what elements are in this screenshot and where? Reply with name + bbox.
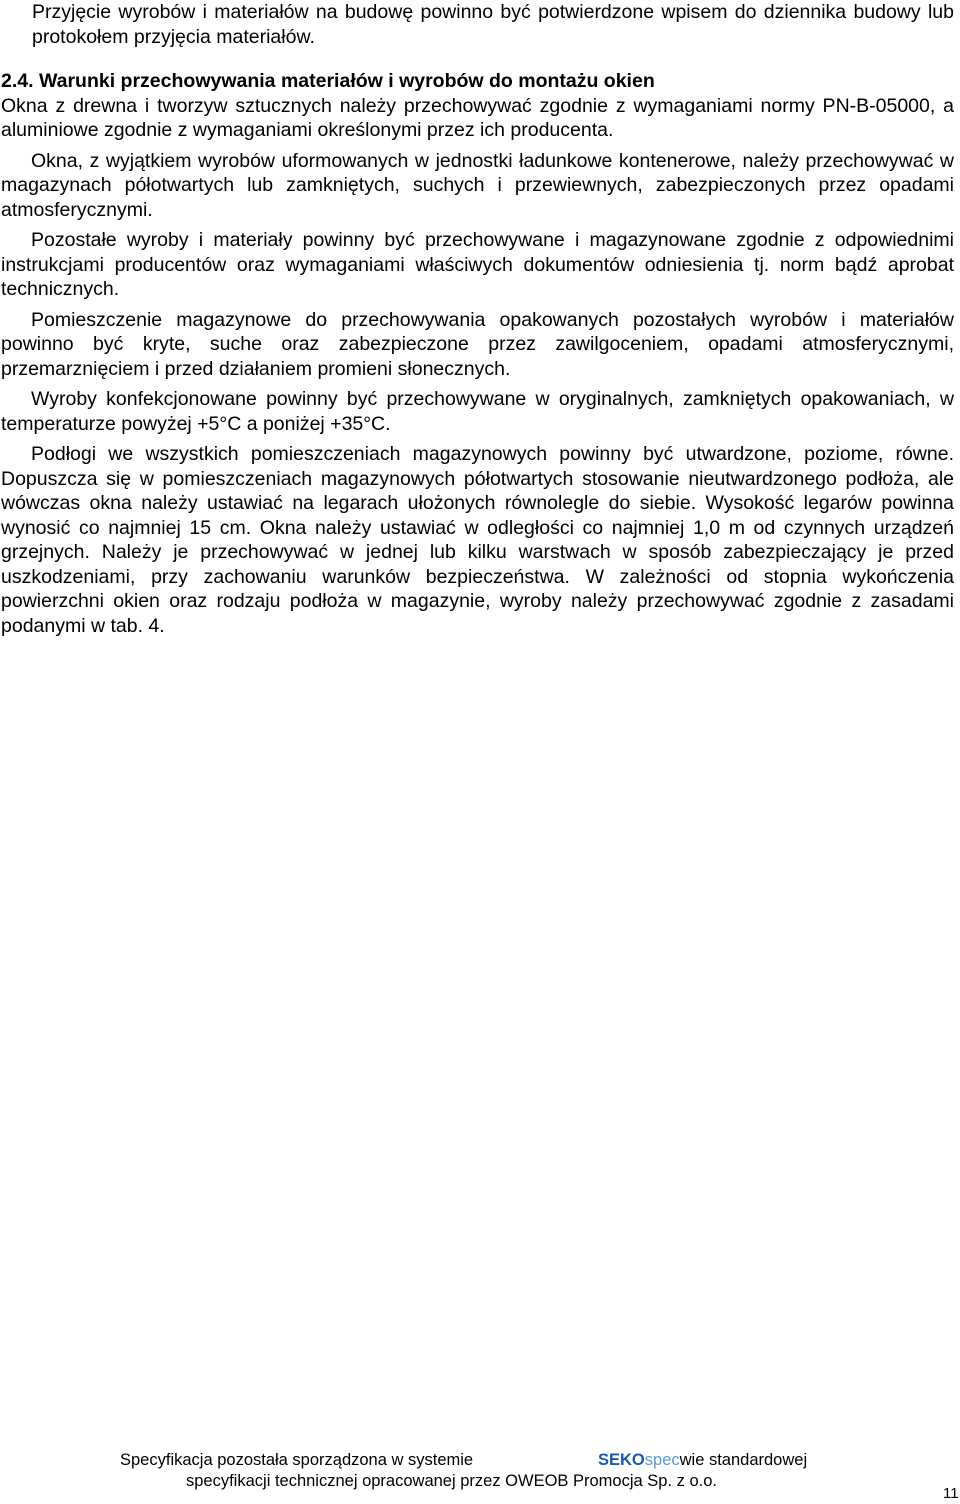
paragraph-floors: Podłogi we wszystkich pomieszczeniach magazynowych powinny być utwardzone, poziome, równe. Dopuszcza się w pomieszczeniach magazynowych półotwartych stosowanie nieutwardzonego podłoża, ale wówczas okna należy ustawiać na legarach ułożonych równolegle do siebie. Wysokość legarów powinna wynosić co najmniej 15 cm. Okna należy ustawiać w odległości co najmniej 1,0 m od czynnych urządzeń grzejnych. Należy je przechowywać w jednej lub kilku warstwach w sposób zabezpieczający je przed uszkodzeniami, przy zachowaniu warunków bezpieczeństwa. W zależności od stopnia wykończenia powierzchni okien oraz rodzaju podłoża w magazynie, wyroby należy przechowywać zgodnie z zasadami podanymi w tab. 4.: [1, 443, 954, 637]
footer-brand: [598, 1450, 807, 1470]
footer-line-1-end: wie standardowej: [679, 1451, 808, 1469]
brand-seko-logo: SEKO: [598, 1451, 645, 1469]
paragraph-packaged-products: Wyroby konfekcjonowane powinny być przechowywane w oryginalnych, zamkniętych opakowaniach, w temperaturze powyżej +5°C a poniżej +35°C.: [1, 388, 954, 435]
footer-line-2: specyfikacji technicznej opracowanej przez OWEOB Promocja Sp. z o.o.: [186, 1472, 717, 1490]
brand-spec-logo: spec: [644, 1451, 680, 1469]
paragraph-warehouse-types: Okna, z wyjątkiem wyrobów uformowanych w jednostki ładunkowe kontenerowe, należy przechowywać w magazynach półotwartych lub zamkniętych, suchych i przewiewnych, zabezpieczonych przez opadami atmosferycznymi.: [1, 149, 954, 221]
intro-paragraph: Przyjęcie wyrobów i materiałów na budowę powinno być potwierdzone wpisem do dziennika budowy lub protokołem przyjęcia materiałów.: [32, 1, 954, 48]
paragraph-other-materials: Pozostałe wyroby i materiały powinny być przechowywane i magazynowane zgodnie z odpowiednimi instrukcjami producentów oraz wymaganiami właściwych dokumentów odniesienia tj. norm bądź aprobat technicznych.: [1, 229, 954, 300]
page-number: 11: [943, 1485, 959, 1502]
paragraph-storage-room: Pomieszczenie magazynowe do przechowywania opakowanych pozostałych wyrobów i materiałów powinno być kryte, suche oraz zabezpieczone przez zawilgoceniem, opadami atmosferycznymi, przemarznięciem i przed działaniem promieni słonecznych.: [1, 308, 954, 380]
paragraph-storage-norms: Okna z drewna i tworzyw sztucznych należy przechowywać zgodnie z wymaganiami normy PN-B-05000, a aluminiowe zgodnie z wymaganiami określonymi przez ich producenta.: [1, 94, 954, 141]
document-body: [1, 0, 954, 638]
footer-line-1: Specyfikacja pozostała sporządzona w systemie: [120, 1451, 474, 1469]
section-heading: 2.4. Warunki przechowywania materiałów i wyrobów do montażu okien: [1, 70, 655, 92]
